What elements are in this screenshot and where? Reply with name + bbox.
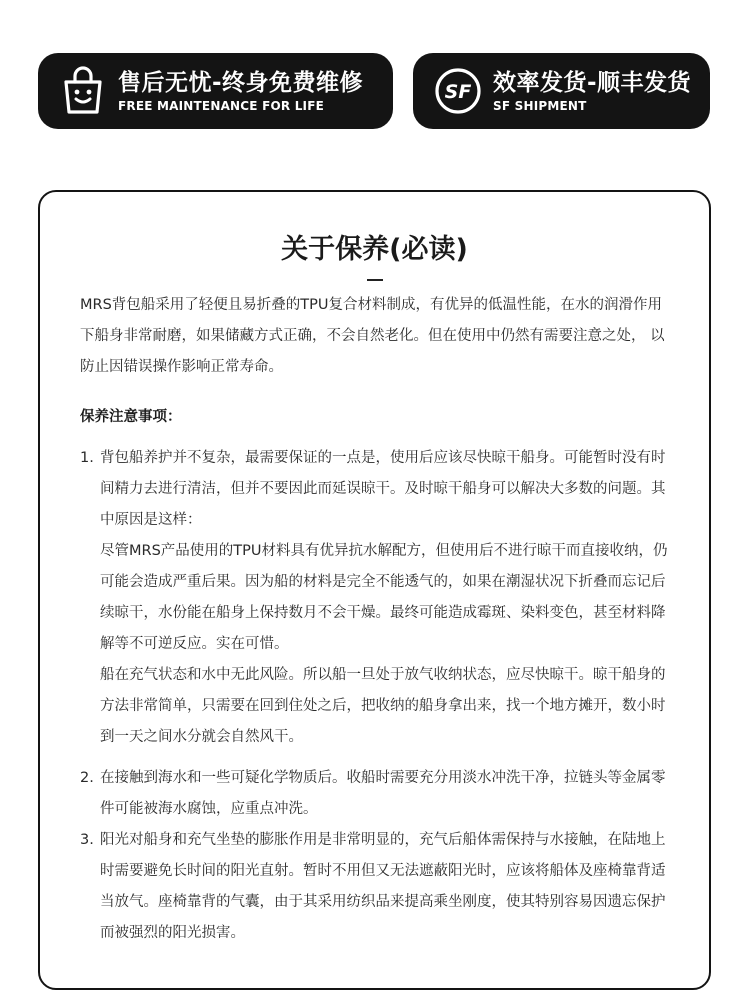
sf-express-logo-icon [433, 66, 483, 116]
badge-title: 售后无忧-终身免费维修 [118, 70, 364, 96]
intro-paragraph: MRS背包船采用了轻便且易折叠的TPU复合材料制成，有优异的低温性能，在水的润滑作用下船身非常耐磨，如果储藏方式正确，不会自然老化。但在使用中仍然有需要注意之处， 以防止因错误操作影响正常寿命。 [80, 297, 665, 375]
badge-subtitle: SF SHIPMENT [493, 99, 587, 113]
badge-subtitle: FREE MAINTENANCE FOR LIFE [118, 99, 325, 113]
section-heading: 保养注意事项： [80, 409, 182, 425]
list-item [80, 443, 675, 753]
shopping-bag-smile-icon [58, 66, 108, 116]
card-content [80, 290, 675, 949]
list-item [80, 763, 675, 825]
list-item [80, 825, 675, 949]
shipment-badge [413, 53, 710, 129]
badge-title: 效率发货-顺丰发货 [493, 70, 692, 96]
item-paragraph: 尽管MRS产品使用的TPU材料具有优异抗水解配方，但使用后不进行晾干而直接收纳，仍可能会造成严重后果。因为船的材料是完全不能透气的，如果在潮湿状况下折叠而忘记后续晾干，水份能在船身上保持数月不会干燥。最终可能造成霉斑、染料变色，甚至材料降解等不可逆反应。实在可惜。 [100, 543, 668, 652]
item-paragraph: 阳光对船身和充气坐垫的膨胀作用是非常明显的，充气后船体需保持与水接触，在陆地上时需要避免长时间的阳光直射。暂时不用但又无法遮蔽阳光时，应该将船体及座椅靠背适当放气。座椅靠背的气囊，由于其采用纺织品来提高乘坐刚度，使其特别容易因遗忘保护而被强烈的阳光损害。 [100, 832, 666, 941]
title-underline [367, 279, 383, 281]
item-number: 3. [80, 832, 94, 848]
maintenance-card [38, 190, 711, 990]
item-paragraph: 背包船养护并不复杂，最需要保证的一点是，使用后应该尽快晾干船身。可能暂时没有时间精力去进行清洁，但并不要因此而延误晾干。及时晾干船身可以解决大多数的问题。其中原因是这样： [100, 450, 666, 528]
item-number: 1. [80, 450, 94, 466]
item-paragraph: 船在充气状态和水中无此风险。所以船一旦处于放气收纳状态，应尽快晾干。晾干船身的方法非常简单，只需要在回到住处之后，把收纳的船身拿出来，找一个地方摊开，数小时到一天之间水分就会自然风干。 [100, 667, 666, 745]
item-paragraph: 在接触到海水和一些可疑化学物质后。收船时需要充分用淡水冲洗干净，拉链头等金属零件可能被海水腐蚀，应重点冲洗。 [100, 770, 666, 817]
item-number: 2. [80, 770, 94, 786]
after-sales-badge [38, 53, 393, 129]
card-title: 关于保养(必读) [281, 234, 468, 265]
sf-logo-text: SF [444, 81, 472, 103]
